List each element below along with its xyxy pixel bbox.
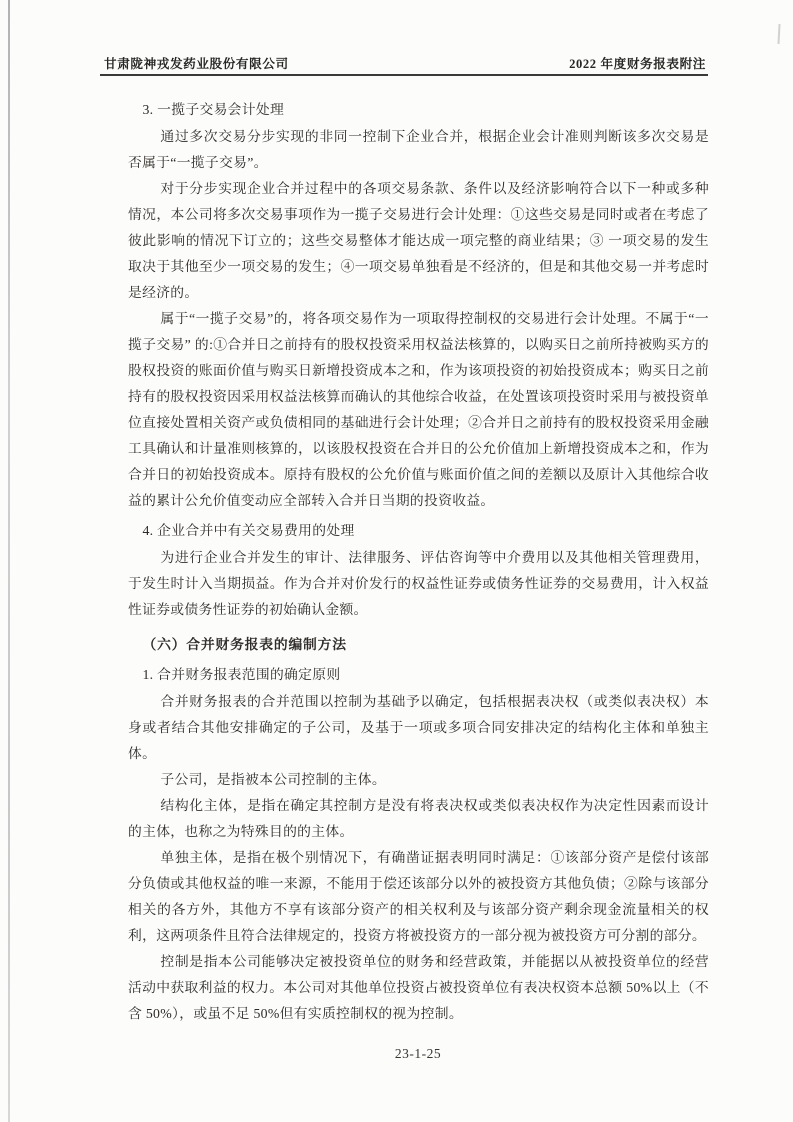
page-header (104, 52, 706, 72)
scan-noise-mark (777, 24, 780, 44)
paragraph: 对于分步实现企业合并过程中的各项交易条款、条件以及经济影响符合以下一种或多种情况，本公司将多次交易事项作为一揽子交易进行会计处理：①这些交易是同时或者在考虑了彼此影响的情况下订立的；这些交易整体才能达成一项完整的商业结果；③ 一项交易的发生取决于其他至少一项交易的发生；④一项交易单独看是不经济的，但是和其他交易一并考虑时是经济的。 (128, 181, 709, 300)
subsection-heading-4: 4. 企业合并中有关交易费用的处理 (142, 523, 355, 538)
subsection-heading-3: 3. 一揽子交易会计处理 (142, 102, 285, 117)
paragraph: 单独主体，是指在极个别情况下，有确凿证据表明同时满足：①该部分资产是偿付该部分负债或其他权益的唯一来源，不能用于偿还该部分以外的被投资方其他负债；②除与该部分相关的各方外，其他方不享有该部分资产的相关权利及与该部分资产剩余现金流量相关的权利，这两项条件且符合法律规定的，投资方将被投资方的一部分视为被投资方可分割的部分。 (128, 850, 709, 943)
company-name: 甘肃陇神戎发药业股份有限公司 (104, 57, 289, 71)
paragraph: 合并财务报表的合并范围以控制为基础予以确定，包括根据表决权（或类似表决权）本身或者结合其他安排确定的子公司，及基于一项或多项合同安排决定的结构化主体和单独主体。 (128, 694, 709, 761)
paragraph: 结构化主体，是指在确定其控制方是没有将表决权或类似表决权作为决定性因素而设计的主体，也称之为特殊目的的主体。 (128, 798, 709, 839)
header-rule (100, 74, 708, 76)
subsection-heading-1: 1. 合并财务报表范围的确定原则 (142, 667, 341, 682)
section-heading-6: （六）合并财务报表的编制方法 (142, 637, 347, 652)
paragraph: 通过多次交易分步实现的非同一控制下企业合并，根据企业会计准则判断该多次交易是否属于“一揽子交易”。 (128, 129, 709, 170)
paragraph: 控制是指本公司能够决定被投资单位的财务和经营政策，并能据以从被投资单位的经营活动中获取利益的权力。本公司对其他单位投资占被投资单位有表决权资本总额 50%以上（不含 50%），或虽不足 50%但有实质控制权的视为控制。 (128, 954, 709, 1021)
paragraph: 为进行企业合并发生的审计、法律服务、评估咨询等中介费用以及其他相关管理费用，于发生时计入当期损益。作为合并对价发行的权益性证券或债务性证券的交易费用，计入权益性证券或债务性证券的初始确认金额。 (128, 550, 709, 617)
report-title: 2022 年度财务报表附注 (569, 57, 706, 71)
paragraph: 属于“一揽子交易”的，将各项交易作为一项取得控制权的交易进行会计处理。不属于“一揽子交易” 的:①合并日之前持有的股权投资采用权益法核算的，以购买日之前所持被购买方的股权投资的账面价值与购买日新增投资成本之和，作为该项投资的初始投资成本；购买日之前持有的股权投资因采用权益法核算而确认的其他综合收益，在处置该项投资时采用与被投资单位直接处置相关资产或负债相同的基础进行会计处理；②合并日之前持有的股权投资采用金融工具确认和计量准则核算的，以该股权投资在合并日的公允价值加上新增投资成本之和，作为合并日的初始投资成本。原持有股权的公允价值与账面价值之间的差额以及原计入其他综合收益的累计公允价值变动应全部转入合并日当期的投资收益。 (128, 311, 709, 508)
paragraph: 子公司，是指被本公司控制的主体。 (160, 772, 386, 787)
scan-edge-line (8, 0, 10, 1122)
document-body (128, 93, 709, 1027)
page-footer (338, 1046, 498, 1062)
page-number: 23-1-25 (394, 1046, 442, 1061)
